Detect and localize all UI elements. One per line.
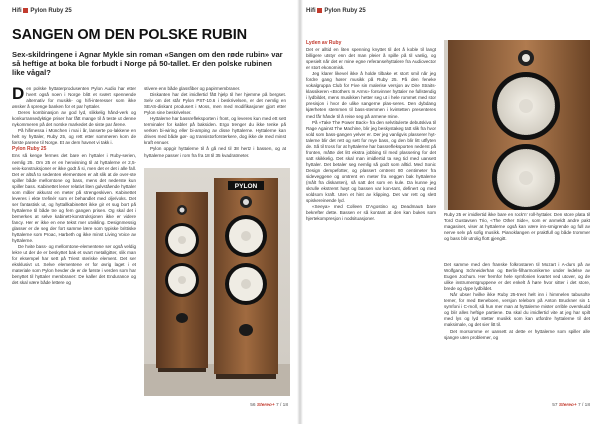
speaker-closeup-photo xyxy=(444,40,590,210)
section-product: Pylon Ruby 25 xyxy=(30,8,72,15)
spread-gutter xyxy=(297,0,303,424)
section-tag xyxy=(12,8,72,14)
body-paragraph: Det morsomme er uansett at dette er hyttalerne som spiller alle sjangre uten problemer, og xyxy=(444,328,590,340)
body-paragraph: Jeg klarer likevel ikke å holde tilbake et stort smil når jeg fordre gang hører musikk på Ruby 25. På den feneke vokalgruppa Club for Five sin malerise versjon av Dire Straits-klassikeren «Brothers In Arms» forsvinner hyttaler ne fullstendig i lydbildet, mens musikken hetter seg ut i hele rommet med stor presisjon i hvor de ulike sangerne plas-seres. Den dybdang kjærheten stemmen til bass-stemmen i kvintetten presenteres med får hånde til å reise seg på armene mine. xyxy=(306,71,436,119)
speaker-left xyxy=(156,192,208,372)
section-product: Pylon Ruby 25 xyxy=(324,8,366,15)
speaker-right xyxy=(214,178,278,379)
speaker-pair-illustration xyxy=(144,168,290,396)
photo-caption: Ruby 25 er imidlertid ikke bare en rock'n' roll-hyttaler. Den store plata til Tord Gustavsen Trio, «The Other Side», som er anmeldt andre pakt magasinet, viser at hyttalerne også kan være inn-smigrende og full av nerve selv på sofig musikk. Pianoklangen er praktfull og både trommer og bass blir utrolig flott gjengitt. xyxy=(444,212,590,242)
left-column-1 xyxy=(12,86,136,287)
right-column-1 xyxy=(306,40,436,222)
issue-number: 7 / 18 xyxy=(275,403,288,408)
intro-paragraph: Den polske hyttaterprodusenten Pylon Audio har etter hvert også noen i Norge blitt et svært spennende alternativ for musikk- og hifi-interesser som ikke ønsker å sprenge banken for et par hyttaler. xyxy=(12,84,136,110)
right-page xyxy=(300,0,600,424)
body-paragraph: Deres kombinasjon av god lyd, slikkelig hånd-verk og konkurransedyktige priser har fått mange til å teste ut denne nykommeren på det norske markedet de siste par årene. xyxy=(12,110,136,128)
magazine-logo: Stereo+ xyxy=(256,403,275,408)
page-folio xyxy=(250,403,288,408)
body-paragraph: Hyttalerne har bassrefleksporten i front, og leveres kun med ett sett terminaler for kabler på baksiden. Ergo trenger du ikke tenke på verken bi-wiring eller bi-amping av disse hyttalerne. Hyttalerne kan drives med både gør- og transistorforsterkere, dog ikke de med minst kraft ennuer. xyxy=(144,116,286,146)
body-paragraph: På hifimessa i München i mai i år, lanserte po-lakkene en helt ny hyttaler, Ruby 25, og rett etter sommeren kom de første parene til Norge. Et av dem havnet vi takk i. xyxy=(12,128,136,146)
lead-paragraph: Sex-skildringene i Agnar Mykle sin roman «Sangen om den røde rubin» var så heftige at boka ble forbudt i Norge på 50-tallet. Er den polske rubinen like vågal? xyxy=(12,50,283,77)
body-paragraph: stivere enn både glassfiber og papirmembraner. xyxy=(144,86,241,91)
section-marker-icon xyxy=(317,8,322,13)
body-paragraph: På «Take The Power Back» fra den selvtitulerte debutskiva til Rage Against The Machine, blir jeg beskystakeg tatt slik fra hvor vold som bass-gangen yelver er. Der jeg vanligvis plasserer hyt-talerne blir det rett og sett for mye bass, og den blir litt utflyten de. Så til tross for at hyttalerne har bassrefleksporten nederst på fronten, måtte det litt ekstra jobbing til med plassering for det satt skikkelig. Det skal man imidlertid ta seg tid med uansett hyttaler. Det betaler seg nemlig så godt som alltid. Med Sonic Design dempefotter, og plassert omtrent 80 centimeter fra sideveggene og omtrent en meter fra veggen bak hyttalerne (målt fra diskanten), så satt det som en kule. Da kunne jeg skrulle ekstremt høyt og bassen var kon-tant, definert og med voldsom kraft. Uten et hint av klipping. Det var rett og slett spiskereinende lyd. xyxy=(306,119,436,204)
dropcap: D xyxy=(12,84,25,103)
speaker-pair-photo xyxy=(144,168,290,396)
headline: SANGEN OM DEN POLSKE RUBIN xyxy=(12,27,248,43)
issue-number: 7 / 18 xyxy=(577,403,590,408)
section-marker-icon xyxy=(23,8,28,13)
left-column-2 xyxy=(144,86,286,159)
page-folio xyxy=(552,403,590,408)
body-paragraph: Det samme med den franske folkrostaren til Mozart i A-durs på av Wolfgang Schneiderhan og Berlin-filharmonikerne under ledelse av Eugen Jochum. Her fremfor hele symfonien kvartet ved utover, og de ulike instrumentgruppene er det enkelt å høre hvor sitter i det store, brede og dype lydbildet. xyxy=(444,262,590,292)
subhead: Pylon Ruby 25 xyxy=(12,146,47,153)
body-paragraph: De hvite bass- og mellomtone-elementene ser også veldig lekre ut der de er beskyttet bak et svart metallgitter, slik man for eksempel har sett på Triest steriske element. Det ser eksklusivt ut. Selve elementene er for øvrig laget i et materiale som Pylon hevder de er de første i verden som har benyttet til hyttaler membraner: De kaller det Endurance og det skal være både lettere og xyxy=(12,244,136,286)
body-paragraph: Når ubser hvilke ikke Ruby 25-treet helt inn i himmelen tabusolte temer, for med Beneboen, versjon telebom på Anton Bruckner sin 1 symfoni i C-moll, så hun mer man at hyttalerne mister orrible overskudd og blir alles heftige partiene. Da skal du imidlertid vite at jeg har spilt med lys og lyd stetter musikk som kan utfordre hyttalerne til det maksimale, og det sier litt til. xyxy=(444,292,590,328)
section-tag xyxy=(306,8,366,14)
page-number: 57 xyxy=(552,403,558,408)
subhead: Lyden av Ruby xyxy=(306,40,342,46)
body-paragraph: Diskanten har det imidlertid fått hjelp til her hjemme på bergset. Selv om det står Pylon PST-10.6 i beskrivelsen, er det nemlig en SEAS-diskant produsert i Moss, men med modifikasjoner gjort etter Pylon sine beskrivelser. xyxy=(144,92,286,116)
section-label: Hifi xyxy=(306,8,316,15)
speaker-brand-label: PYLON xyxy=(234,183,258,190)
body-paragraph: Ens så kenge fermes det bare en hyttaler i Ruby-serien, nemlig 25. Om 25 er en henvisning til at hyttalerne er 2,5-veis-konstruksjoner er ikke godt å si, men det er det i alle fall. Det er altså to sedenten elementsen er alt slik at de over-ste spiller både mellomtone og bass, mens det nederste kun spiller bass. Kabinettet lener relativt liten gulvstående hyttaler som måler akkurat en meter på strengeskiven. Kabinettet leveres i ekte trefinér som er behandlet med olje/voks. Det ser fantastisk ut, og hyttallkabinettet ikke gir et sug bort på hyttalerne til både tre og fem gangen prisen. Og skal det i bemerkes at selve kabinett-konstruksjonen ikke er videre fancy. Her er ikke en ene tekst mer utvikling. Designmessig glasser er de seg der fort samme lære som typiske brittiske hyttalerne som Proac, Harbeth og ikke minst Living Voice av hyttalerne. xyxy=(12,153,136,244)
magazine-logo: Stereo+ xyxy=(558,403,577,408)
page-number: 56 xyxy=(250,403,256,408)
speaker-closeup-illustration xyxy=(444,40,590,210)
body-paragraph: Det er alltid en liten spenning knyttet til det å koble til langt billigere utstyr enn det man pleier å spille på til vanlig, og spesielt når det er mine egne referansehyttalere fra Audiovector er stort ekonomisk. xyxy=(306,47,436,71)
body-paragraph: Pylon oppgir hyttalerne til å gå ned til 38 hertz i bassen, og at hyttalerne passer i rom fra fra 18 til 35 kvadratmeter. xyxy=(144,146,286,158)
section-label: Hifi xyxy=(12,8,22,15)
right-column-2 xyxy=(444,262,590,341)
body-paragraph: «Seeya» med Colleen D'Agostino og Deadmau5 bare bekrefter dette. Bassen er så kontant at den kan bukes som hjertekompresjon i nodsituasjoner. xyxy=(306,204,436,222)
